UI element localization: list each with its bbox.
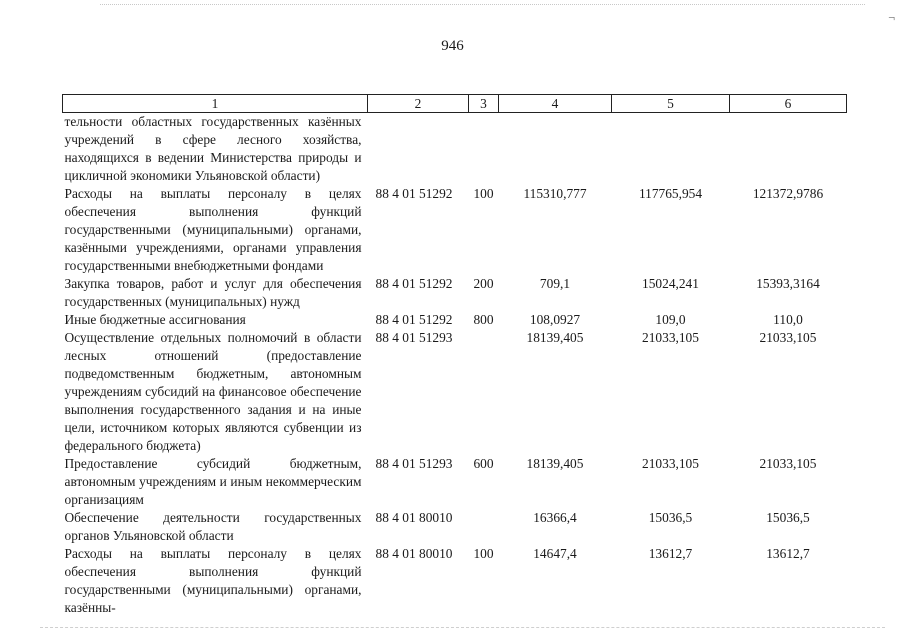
table-row xyxy=(63,509,847,545)
row-amount-col6 xyxy=(730,113,847,186)
column-header-4: 4 xyxy=(499,95,612,113)
row-amount-col4: 18139,405 xyxy=(526,456,584,471)
row-amount-col6: 15393,3164 xyxy=(756,276,820,291)
row-target-code xyxy=(368,113,469,186)
row-expense-type: 600 xyxy=(473,456,494,471)
row-amount-col4: 16366,4 xyxy=(533,510,577,525)
row-expense-type: 200 xyxy=(473,276,494,291)
row-target-code: 88 4 01 51292 xyxy=(375,276,453,291)
row-expense-type: 100 xyxy=(473,186,494,201)
row-amount-col6: 21033,105 xyxy=(759,456,817,471)
row-description: Осуществление отдельных полномочий в области лесных отношений (предоставление подведомственным бюджетным, автономным учреждениям субсидий на финансовое обеспечение выполнения государственного задания и на иные цели, источником которых являются субвенции из федерального бюджета) xyxy=(64,330,362,453)
table-row xyxy=(63,113,847,186)
row-description: Закупка товаров, работ и услуг для обеспечения государственных (муниципальных) нужд xyxy=(64,276,362,309)
row-amount-col5: 21033,105 xyxy=(642,456,699,471)
row-amount-col5: 117765,954 xyxy=(638,186,703,201)
row-amount-col6: 13612,7 xyxy=(766,546,810,561)
row-description: Расходы на выплаты персоналу в целях обеспечения выполнения функций государственными (муниципальными) органами, казённы- xyxy=(64,546,362,615)
row-description: Иные бюджетные ассигнования xyxy=(64,312,246,327)
table-row xyxy=(63,329,847,455)
row-amount-col4: 115310,777 xyxy=(523,186,587,201)
table-header-row xyxy=(63,95,847,113)
scan-edge-bottom xyxy=(40,627,885,628)
row-expense-type xyxy=(469,113,499,186)
row-amount-col4: 18139,405 xyxy=(526,330,584,345)
row-expense-type: 100 xyxy=(473,546,494,561)
row-target-code: 88 4 01 80010 xyxy=(375,546,453,561)
row-amount-col6: 21033,105 xyxy=(759,330,817,345)
row-expense-type: 800 xyxy=(473,312,494,327)
table-row xyxy=(63,185,847,275)
row-amount-col5: 15024,241 xyxy=(642,276,699,291)
row-target-code: 88 4 01 51292 xyxy=(375,312,453,327)
row-amount-col4: 108,0927 xyxy=(529,312,581,327)
row-target-code: 88 4 01 51293 xyxy=(375,330,453,345)
row-description: Предоставление субсидий бюджетным, автономным учреждениям и иным некоммерческим организациям xyxy=(64,456,362,507)
budget-table xyxy=(62,94,847,617)
row-expense-type xyxy=(469,329,499,455)
scan-corner-mark: ¬ xyxy=(888,10,895,24)
column-header-1: 1 xyxy=(63,95,368,113)
row-description: Расходы на выплаты персоналу в целях обеспечения выполнения функций государственными (муниципальными) органами, казёнными учреждениями, органами управления государственными внебюджетными фондами xyxy=(64,186,362,273)
row-expense-type xyxy=(469,509,499,545)
row-amount-col6: 15036,5 xyxy=(766,510,810,525)
row-description: тельности областных государственных казённых учреждений в сфере лесного хозяйства, находящихся в ведении Министерства природы и цикличной экономики Ульяновской области) xyxy=(64,114,362,183)
row-amount-col4: 709,1 xyxy=(539,276,571,291)
column-header-3: 3 xyxy=(469,95,499,113)
column-header-6: 6 xyxy=(730,95,847,113)
row-amount-col4 xyxy=(499,113,612,186)
row-amount-col5: 15036,5 xyxy=(648,510,693,525)
row-amount-col6: 121372,9786 xyxy=(752,186,824,201)
row-amount-col4: 14647,4 xyxy=(533,546,577,561)
row-target-code: 88 4 01 51292 xyxy=(375,186,453,201)
row-amount-col5: 109,0 xyxy=(655,312,686,327)
scan-edge-top xyxy=(100,4,865,5)
row-amount-col6: 110,0 xyxy=(773,312,803,327)
row-amount-col5 xyxy=(612,113,730,186)
table-row xyxy=(63,311,847,329)
column-header-5: 5 xyxy=(612,95,730,113)
column-header-2: 2 xyxy=(368,95,469,113)
row-amount-col5: 21033,105 xyxy=(642,330,699,345)
row-target-code: 88 4 01 51293 xyxy=(375,456,453,471)
row-description: Обеспечение деятельности государственных органов Ульяновской области xyxy=(64,510,362,543)
table-row xyxy=(63,275,847,311)
page-number: 946 xyxy=(441,38,464,54)
row-target-code: 88 4 01 80010 xyxy=(375,510,453,525)
table-row xyxy=(63,455,847,509)
table-row xyxy=(63,545,847,617)
row-amount-col5: 13612,7 xyxy=(648,546,693,561)
